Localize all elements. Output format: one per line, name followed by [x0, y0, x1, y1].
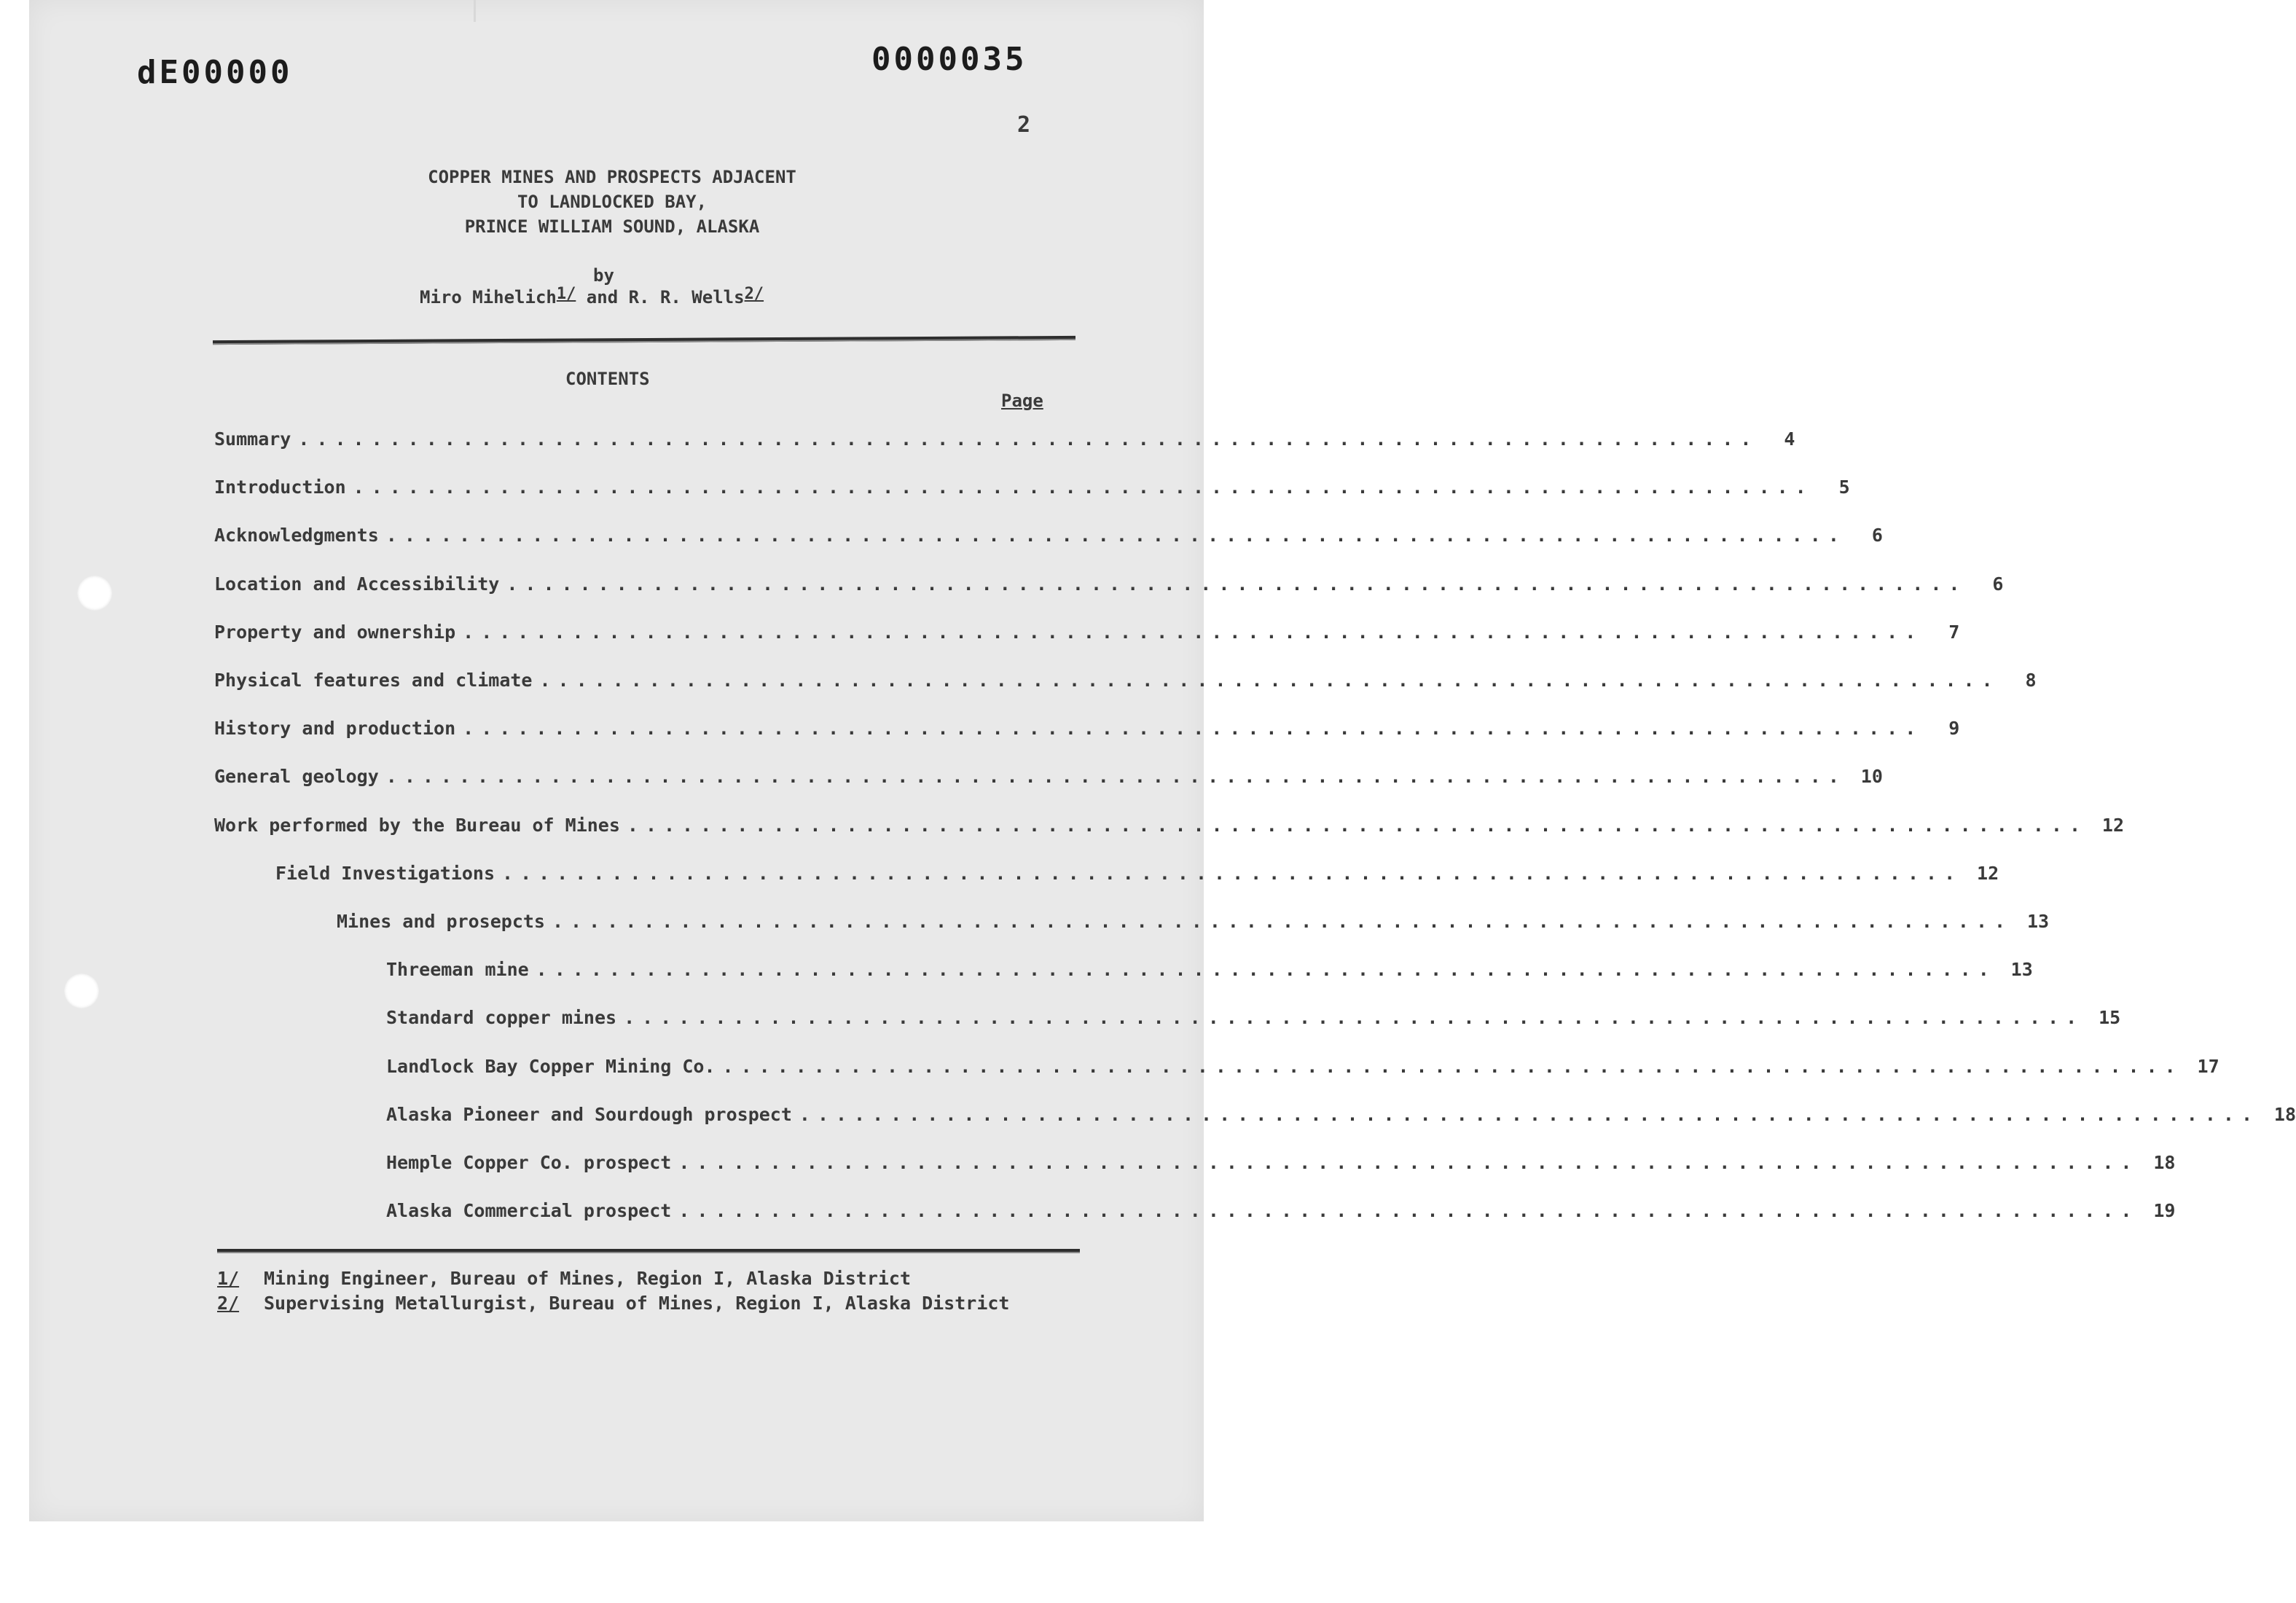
toc-entry-page: 10 [1860, 766, 1883, 787]
toc-entry-title: Alaska Pioneer and Sourdough prospect [386, 1104, 792, 1125]
dot-leader: ................................................................................ [463, 622, 1924, 643]
page-column-heading: Page [1001, 391, 1043, 411]
toc-entry-title: Property and ownership [214, 622, 456, 643]
toc-entry-title: Summary [214, 428, 291, 450]
dot-leader: ................................................................................ [624, 1007, 2085, 1028]
toc-entry-title: Alaska Commercial prospect [386, 1200, 672, 1221]
toc-entry [214, 718, 1960, 742]
stamp-number-left: dE00000 [137, 54, 293, 91]
dot-leader: ................................................................................ [627, 815, 2088, 836]
toc-entry-title: Landlock Bay Copper Mining Co. [386, 1056, 716, 1077]
toc-entry [386, 1104, 2296, 1129]
toc-entry-page: 19 [2153, 1200, 2176, 1221]
footnote-ref: 2/ [744, 285, 764, 303]
dot-leader: ................................................................................ [463, 718, 1924, 739]
toc-entry-page: 12 [1977, 863, 1999, 884]
toc-entry-title: Work performed by the Bureau of Mines [214, 815, 620, 836]
toc-entry-page: 17 [2197, 1056, 2219, 1077]
toc-entry-page: 18 [2273, 1104, 2296, 1125]
toc-entry [214, 525, 1883, 549]
footnotes [217, 1266, 1010, 1316]
toc-entry-title: Physical features and climate [214, 670, 533, 691]
dot-leader: ................................................................................ [722, 1056, 2183, 1077]
toc-entry-title: Field Investigations [275, 863, 495, 884]
toc-entry-page: 8 [2025, 670, 2037, 691]
toc-entry-page: 9 [1948, 718, 1960, 739]
footnote-text: Supervising Metallurgist, Bureau of Mines, Region I, Alaska District [264, 1293, 1010, 1314]
dot-leader: ................................................................................ [502, 863, 1963, 884]
toc-entry-page: 6 [1992, 573, 2004, 595]
stamp-number-right: 0000035 [871, 41, 1027, 78]
dot-leader: ................................................................................ [678, 1200, 2139, 1221]
divider-rule [217, 1249, 1080, 1253]
footnote [217, 1266, 1010, 1291]
toc-entry-page: 12 [2101, 815, 2125, 836]
toc-entry [337, 911, 2050, 936]
dot-leader: ................................................................................ [506, 573, 1967, 595]
author-conjunction: and [586, 287, 619, 307]
toc-entry-title: Mines and prosepcts [337, 911, 545, 932]
toc-entry-page: 13 [2010, 959, 2033, 980]
dot-leader: ................................................................................ [799, 1104, 2260, 1125]
toc-entry-page: 5 [1838, 477, 1850, 498]
contents-heading: CONTENTS [565, 369, 650, 389]
toc-entry [214, 477, 1850, 501]
dot-leader: ................................................................................ [678, 1152, 2139, 1173]
footnote-mark: 1/ [217, 1268, 240, 1289]
footnote-ref: 1/ [556, 285, 576, 303]
toc-entry [386, 1007, 2121, 1032]
footnote-mark: 2/ [217, 1293, 240, 1314]
toc-entry [214, 815, 2125, 839]
toc-entry-page: 15 [2099, 1007, 2121, 1028]
toc-entry-title: Location and Accessibility [214, 573, 500, 595]
author-name: R. R. Wells [628, 287, 745, 307]
by-line: by [593, 265, 614, 286]
toc-entry [275, 863, 1999, 887]
footnote [217, 1291, 1010, 1316]
toc-entry-page: 18 [2153, 1152, 2176, 1173]
title-line: COPPER MINES AND PROSPECTS ADJACENT [428, 167, 796, 187]
toc-entry [214, 622, 1960, 646]
toc-entry [214, 766, 1883, 791]
toc-entry-title: Threeman mine [386, 959, 529, 980]
title-line: PRINCE WILLIAM SOUND, ALASKA [464, 216, 760, 237]
toc-entry [214, 670, 2037, 694]
toc-entry-page: 7 [1948, 622, 1960, 643]
toc-entry-title: Acknowledgments [214, 525, 379, 546]
toc-entry [386, 959, 2033, 984]
page-number: 2 [1017, 112, 1031, 138]
toc-entry [386, 1152, 2176, 1177]
dot-leader: ................................................................................ [353, 477, 1814, 498]
toc-entry-page: 4 [1784, 428, 1795, 450]
footnote-text: Mining Engineer, Bureau of Mines, Region I, Alaska District [264, 1268, 912, 1289]
toc-entry-title: Introduction [214, 477, 346, 498]
toc-entry-title: Standard copper mines [386, 1007, 617, 1028]
toc-entry [386, 1200, 2176, 1225]
dot-leader: ................................................................................ [539, 670, 2000, 691]
dot-leader: ................................................................................ [385, 766, 1846, 787]
dot-leader: ................................................................................ [536, 959, 1997, 980]
toc-entry [214, 428, 1795, 453]
dot-leader: ................................................................................ [385, 525, 1846, 546]
toc-entry-title: General geology [214, 766, 379, 787]
toc-entry-page: 6 [1871, 525, 1883, 546]
author-name: Miro Mihelich [420, 287, 557, 307]
toc-entry-title: Hemple Copper Co. prospect [386, 1152, 672, 1173]
toc-entry-page: 13 [2026, 911, 2050, 932]
title-line: TO LANDLOCKED BAY, [517, 192, 708, 212]
toc-entry-title: History and production [214, 718, 456, 739]
dot-leader: ................................................................................ [298, 428, 1759, 450]
toc-entry [386, 1056, 2219, 1081]
toc-entry [214, 573, 2004, 598]
dot-leader: ................................................................................ [552, 911, 2013, 932]
